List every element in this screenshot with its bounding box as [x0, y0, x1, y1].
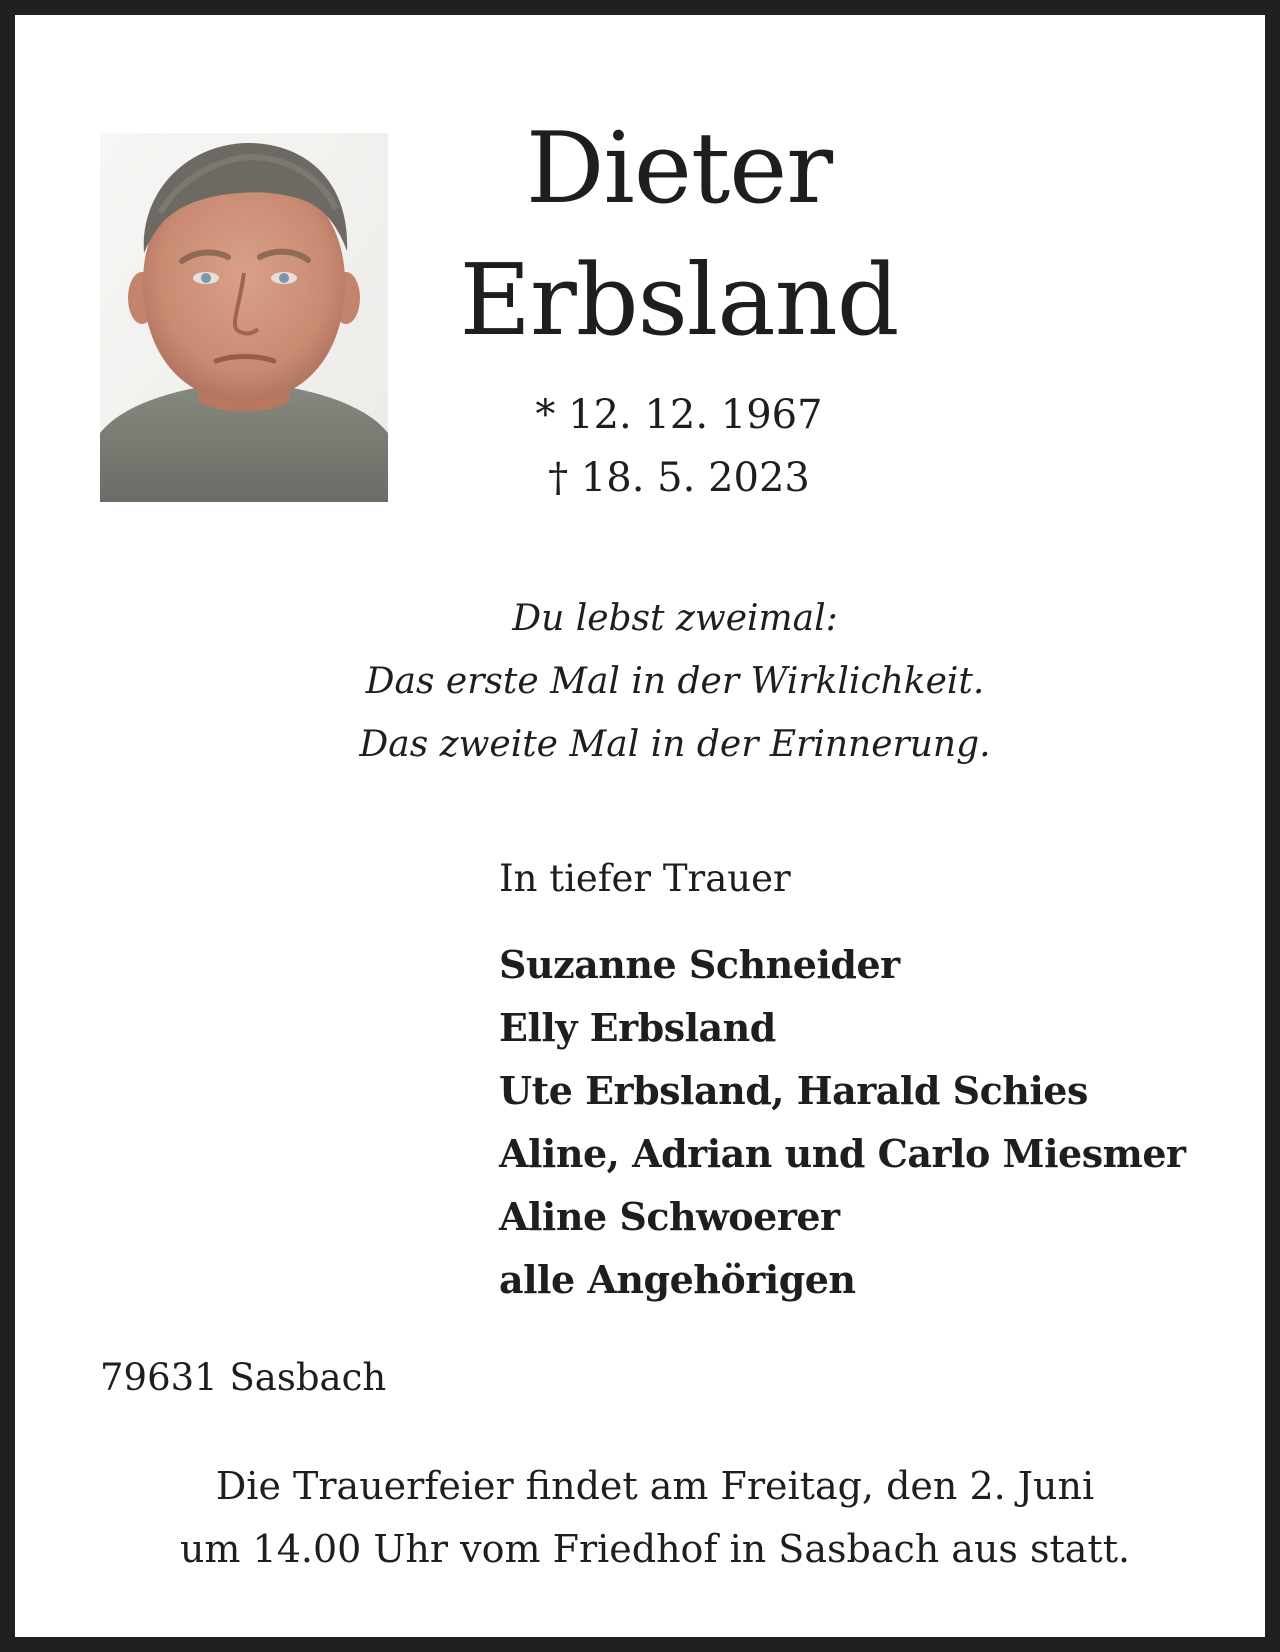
- mourner-name: Elly Erbsland: [499, 1005, 776, 1050]
- mourner-name: Aline, Adrian und Carlo Miesmer: [499, 1131, 1186, 1176]
- death-date: † 18. 5. 2023: [548, 455, 810, 501]
- quote-line: Du lebst zweimal:: [512, 598, 838, 639]
- memorial-quote: [275, 587, 1075, 776]
- portrait-photo: [100, 133, 388, 502]
- deceased-first-name: Dieter: [525, 112, 833, 226]
- mourner-name: alle Angehörigen: [499, 1257, 856, 1302]
- birth-date: * 12. 12. 1967: [535, 392, 823, 438]
- mourning-intro: In tiefer Trauer: [499, 857, 791, 900]
- quote-line: Das zweite Mal in der Erinnerung.: [359, 724, 991, 765]
- ceremony-notice: [135, 1455, 1175, 1581]
- mourner-name: Suzanne Schneider: [499, 942, 900, 987]
- quote-line: Das erste Mal in der Wirklichkeit.: [365, 661, 985, 702]
- ceremony-line: Die Trauerfeier findet am Freitag, den 2. Juni: [215, 1464, 1095, 1508]
- mourner-name: Ute Erbsland, Harald Schies: [499, 1068, 1088, 1113]
- location: 79631 Sasbach: [100, 1356, 387, 1399]
- ceremony-line: um 14.00 Uhr vom Friedhof in Sasbach aus statt.: [179, 1527, 1131, 1571]
- mourners-list: [499, 933, 1186, 1311]
- deceased-last-name: Erbsland: [459, 244, 899, 358]
- mourner-name: Aline Schwoerer: [499, 1194, 840, 1239]
